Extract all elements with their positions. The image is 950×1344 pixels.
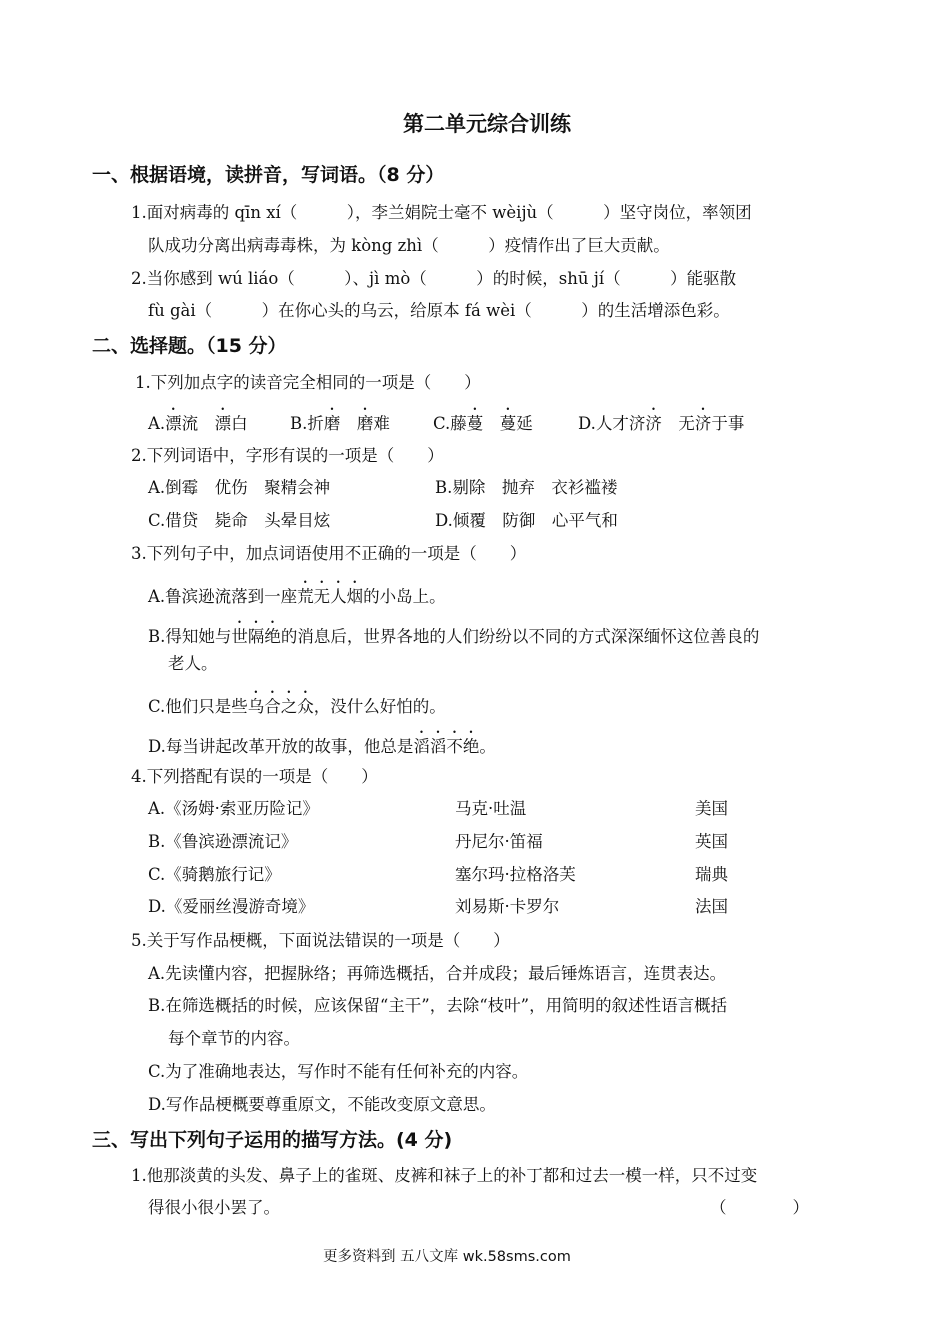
char: 藤 <box>450 414 467 433</box>
s2-q2-option-b: B.剔除 抛弃 衣衫褴褛 <box>435 478 618 497</box>
s2-q3-option-b-line2: 老人。 <box>168 654 218 673</box>
s3-q1-line1: 1.他那淡黄的头发、鼻子上的雀斑、皮裤和袜子上的补丁都和过去一模一样，只不过变 <box>131 1166 758 1185</box>
text: A.鲁滨逊流落到一座 <box>148 587 298 606</box>
dotted-phrase: 世隔绝 <box>231 627 281 646</box>
s2-q4-row-d-country: 法国 <box>695 897 728 916</box>
s2-q4-row-b-author: 丹尼尔·笛福 <box>455 832 543 851</box>
s2-q2-option-d: D.倾覆 防御 心平气和 <box>435 511 618 530</box>
opt-prefix: C. <box>433 414 451 433</box>
text: ，没什么好怕的。 <box>313 697 446 716</box>
s2-q4-row-a-country: 美国 <box>695 799 728 818</box>
footer-source: 更多资料到 五八文库 wk.58sms.com <box>323 1249 571 1265</box>
s2-q5-option-a: A.先读懂内容，把握脉络；再筛选概括，合并成段；最后锤炼语言，连贯表达。 <box>148 964 727 983</box>
s1-q1-line1: 1.面对病毒的 qīn xí（ ），李兰娟院士毫不 wèijù（ ）坚守岗位，率领团 <box>131 203 752 222</box>
dotted-char: 济 <box>694 414 712 433</box>
s2-q5-stem: 5.关于写作品梗概，下面说法错误的一项是（ ） <box>131 931 510 950</box>
s2-q4-row-b-book: B.《鲁滨逊漂流记》 <box>148 832 298 851</box>
opt-prefix: A. <box>148 414 166 433</box>
s2-q4-row-d-book: D.《爱丽丝漫游奇境》 <box>148 897 315 916</box>
section-1-heading: 一、根据语境，读拼音，写词语。（8 分） <box>92 164 445 186</box>
s3-q1-answer-blank: （ ） <box>710 1198 809 1217</box>
s2-q3-option-b <box>148 618 759 647</box>
text: 的消息后，世界各地的人们纷纷以不同的方式深深缅怀这位善良的 <box>280 627 760 646</box>
section-3-heading: 三、写出下列句子运用的描写方法。(4 分) <box>92 1129 453 1151</box>
s2-q4-row-c-author: 塞尔玛·拉格洛芙 <box>455 865 576 884</box>
dotted-char: 磨 <box>323 414 341 433</box>
text: C.他们只是些 <box>148 697 248 716</box>
dotted-phrase: 乌合之众 <box>247 697 314 716</box>
text: D.每当讲起改革开放的故事，他总是 <box>148 737 414 756</box>
s1-q2-line1: 2.当你感到 wú liáo（ ）、jì mò（ ）的时候，shū jí（ ）能驱散 <box>131 269 737 288</box>
char: 流 <box>181 414 199 433</box>
opt-prefix: B. <box>290 414 308 433</box>
dotted-phrase: 荒无人烟 <box>297 587 364 606</box>
char: 人才济 <box>595 414 646 433</box>
s2-q4-row-b-country: 英国 <box>695 832 728 851</box>
text: B.得知她与 <box>148 627 232 646</box>
section-2-heading: 二、选择题。（15 分） <box>92 335 287 357</box>
s2-q3-stem: 3.下列句子中，加点词语使用不正确的一项是（ ） <box>131 544 527 563</box>
s2-q4-stem: 4.下列搭配有误的一项是（ ） <box>131 767 378 786</box>
dotted-char: 济 <box>645 414 662 433</box>
dotted-char: 漂 <box>214 414 232 433</box>
s2-q4-row-a-author: 马克·吐温 <box>455 799 527 818</box>
s2-q5-option-b-line2: 每个章节的内容。 <box>168 1029 300 1048</box>
s2-q2-option-c: C.借贷 毙命 头晕目炫 <box>148 511 331 530</box>
s2-q2-stem: 2.下列词语中，字形有误的一项是（ ） <box>131 446 444 465</box>
s2-q4-row-d-author: 刘易斯·卡罗尔 <box>455 897 560 916</box>
s3-q1-line2: 得很小很小罢了。 <box>148 1198 280 1217</box>
s1-q1-line2: 队成功分离出病毒毒株，为 kòng zhì（ ）疫情作出了巨大贡献。 <box>148 236 670 255</box>
s2-q1-option-c <box>433 405 533 434</box>
s2-q5-option-c: C.为了准确地表达，写作时不能有任何补充的内容。 <box>148 1062 529 1081</box>
s2-q3-option-c <box>148 688 446 717</box>
page-title: 第二单元综合训练 <box>403 112 571 136</box>
s2-q1-stem: 1.下列加点字的读音完全相同的一项是（ ） <box>135 373 481 392</box>
dotted-char: 漂 <box>165 414 182 433</box>
s2-q1-option-d <box>578 405 744 434</box>
text: 。 <box>479 737 496 756</box>
char: 白 <box>231 414 248 433</box>
dotted-char: 磨 <box>356 414 374 433</box>
dotted-char: 蔓 <box>499 414 517 433</box>
dotted-phrase: 滔滔不绝 <box>413 737 480 756</box>
dotted-char: 蔓 <box>466 414 484 433</box>
s2-q2-option-a: A.倒霉 优伤 聚精会神 <box>148 478 331 497</box>
s2-q5-option-b-line1: B.在筛选概括的时候，应该保留“主干”，去除“枝叶”，用简明的叙述性语言概括 <box>148 996 728 1015</box>
char: 难 <box>373 414 390 433</box>
text: 的小岛上。 <box>363 587 446 606</box>
char: 于事 <box>711 414 745 433</box>
s1-q2-line2: fù gài（ ）在你心头的乌云，给原本 fá wèi（ ）的生活增添色彩。 <box>148 301 730 320</box>
opt-prefix: D. <box>578 414 596 433</box>
s2-q1-option-b <box>290 405 390 434</box>
char: 延 <box>516 414 533 433</box>
char: 折 <box>307 414 324 433</box>
s2-q3-option-a <box>148 578 446 607</box>
s2-q4-row-c-country: 瑞典 <box>695 865 728 884</box>
s2-q3-option-d <box>148 728 496 757</box>
s2-q4-row-c-book: C.《骑鹅旅行记》 <box>148 865 281 884</box>
s2-q4-row-a-book: A.《汤姆·索亚历险记》 <box>148 799 319 818</box>
s2-q1-option-a <box>148 405 248 434</box>
char: 无 <box>678 414 695 433</box>
s2-q5-option-d: D.写作品梗概要尊重原文，不能改变原文意思。 <box>148 1095 496 1114</box>
